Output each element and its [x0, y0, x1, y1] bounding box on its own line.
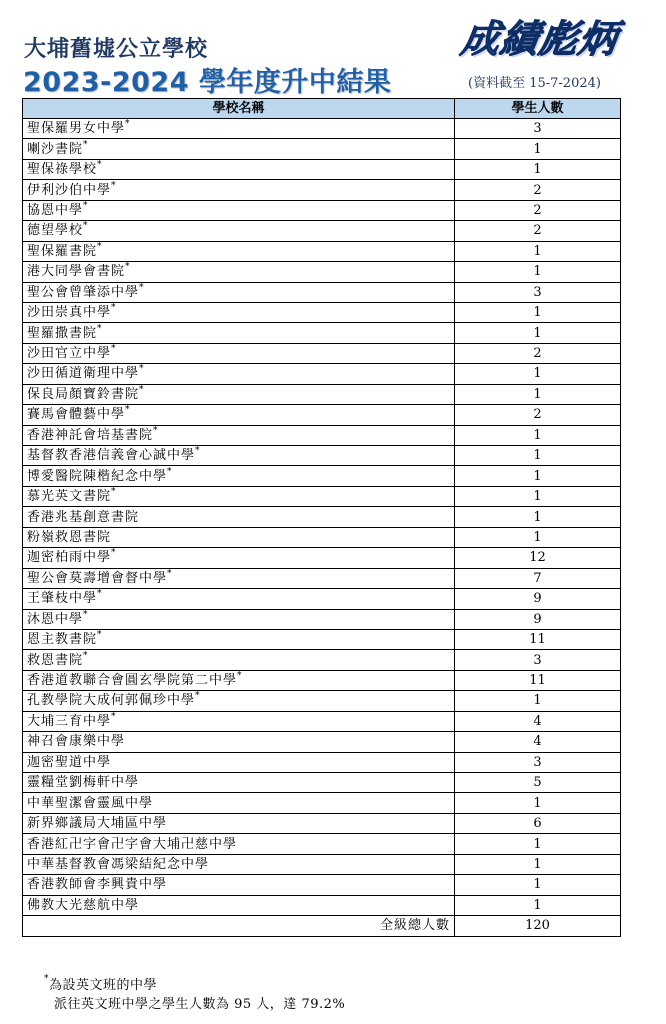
footnote	[44, 974, 346, 1012]
school-name-text: 聖保祿學校	[27, 162, 98, 178]
school-name-cell	[23, 507, 455, 527]
english-class-marker: *	[139, 384, 145, 395]
school-name-cell	[23, 241, 455, 261]
table-row	[23, 650, 621, 670]
school-name-text: 中華基督教會馮梁結紀念中學	[27, 856, 210, 872]
student-count-cell: 3	[455, 752, 621, 772]
column-header-count: 學生人數	[455, 99, 621, 119]
student-count-cell: 1	[455, 793, 621, 813]
school-name-cell	[23, 282, 455, 302]
school-name-text: 賽馬會體藝中學	[27, 407, 126, 423]
school-name-cell	[23, 732, 455, 752]
school-name-text: 伊利沙伯中學	[27, 182, 112, 198]
student-count-cell: 2	[455, 180, 621, 200]
table-row	[23, 568, 621, 588]
english-class-marker: *	[83, 650, 89, 661]
school-name-cell	[23, 629, 455, 649]
school-name-cell	[23, 813, 455, 833]
table-row	[23, 732, 621, 752]
school-name-text: 沙田崇真中學	[27, 305, 112, 321]
student-count-cell: 1	[455, 446, 621, 466]
school-name-cell	[23, 466, 455, 486]
school-name-cell	[23, 527, 455, 547]
report-title: 2023-2024 學年度升中結果	[23, 67, 392, 98]
student-count-cell: 1	[455, 895, 621, 915]
school-name-cell	[23, 343, 455, 363]
student-count-cell: 3	[455, 650, 621, 670]
student-count-cell: 5	[455, 773, 621, 793]
school-name-cell	[23, 568, 455, 588]
school-name-cell	[23, 159, 455, 179]
table-row	[23, 119, 621, 139]
student-count-cell: 3	[455, 119, 621, 139]
school-name-cell	[23, 221, 455, 241]
student-count-cell: 1	[455, 323, 621, 343]
table-row	[23, 813, 621, 833]
total-label: 全級總人數	[23, 916, 455, 936]
english-class-marker: *	[125, 405, 131, 416]
school-name-cell	[23, 609, 455, 629]
student-count-cell: 1	[455, 507, 621, 527]
table-row	[23, 200, 621, 220]
student-count-cell: 1	[455, 139, 621, 159]
english-class-marker: *	[111, 487, 117, 498]
table-row	[23, 527, 621, 547]
student-count-cell: 1	[455, 834, 621, 854]
english-class-marker: *	[111, 711, 117, 722]
table-row	[23, 364, 621, 384]
table-row	[23, 854, 621, 874]
table-row	[23, 609, 621, 629]
english-class-marker: *	[111, 344, 117, 355]
school-name-text: 協恩中學	[27, 202, 84, 218]
table-row	[23, 405, 621, 425]
english-class-marker: *	[97, 160, 103, 171]
school-name-text: 靈糧堂劉梅軒中學	[27, 775, 140, 791]
student-count-cell: 1	[455, 262, 621, 282]
data-date: (資料截至 15-7-2024)	[468, 76, 601, 91]
school-name-text: 保良局顏寶鈴書院	[27, 386, 140, 402]
total-row	[23, 916, 621, 936]
table-row	[23, 875, 621, 895]
student-count-cell: 4	[455, 732, 621, 752]
english-class-marker: *	[167, 568, 173, 579]
table-row	[23, 425, 621, 445]
footnote-marker: *	[44, 974, 49, 984]
table-row	[23, 446, 621, 466]
table-row	[23, 793, 621, 813]
school-name-text: 聖公會曾肇添中學	[27, 284, 140, 300]
school-name-text: 恩主教書院	[27, 632, 98, 648]
school-name-cell	[23, 670, 455, 690]
school-name-text: 香港紅卍字會卍字會大埔卍慈中學	[27, 836, 238, 852]
total-value: 120	[455, 916, 621, 936]
school-name-text: 沐恩中學	[27, 611, 84, 627]
school-name-cell	[23, 323, 455, 343]
school-name-cell	[23, 650, 455, 670]
table-row	[23, 507, 621, 527]
school-name: 大埔舊墟公立學校	[24, 37, 209, 62]
student-count-cell: 1	[455, 384, 621, 404]
school-name-text: 德望學校	[27, 223, 84, 239]
english-class-marker: *	[83, 609, 89, 620]
english-class-marker: *	[97, 630, 103, 641]
school-name-cell	[23, 384, 455, 404]
student-count-cell: 1	[455, 466, 621, 486]
student-count-cell: 1	[455, 302, 621, 322]
table-row	[23, 691, 621, 711]
table-row	[23, 282, 621, 302]
school-name-cell	[23, 180, 455, 200]
results-body	[23, 119, 621, 916]
student-count-cell: 3	[455, 282, 621, 302]
school-name-text: 聖羅撒書院	[27, 325, 98, 341]
english-class-marker: *	[111, 180, 117, 191]
school-name-text: 大埔三育中學	[27, 713, 112, 729]
school-name-cell	[23, 711, 455, 731]
school-name-text: 慕光英文書院	[27, 489, 112, 505]
school-name-cell	[23, 589, 455, 609]
english-class-marker: *	[195, 691, 201, 702]
school-name-text: 香港道教聯合會圓玄學院第二中學	[27, 673, 238, 689]
english-class-marker: *	[195, 446, 201, 457]
table-row	[23, 323, 621, 343]
english-class-marker: *	[83, 200, 89, 211]
school-name-text: 佛教大光慈航中學	[27, 897, 140, 913]
student-count-cell: 4	[455, 711, 621, 731]
student-count-cell: 2	[455, 200, 621, 220]
english-class-marker: *	[83, 139, 89, 150]
school-name-text: 香港神託會培基書院	[27, 427, 154, 443]
table-row	[23, 670, 621, 690]
school-name-cell	[23, 773, 455, 793]
english-class-marker: *	[237, 671, 243, 682]
english-class-marker: *	[83, 221, 89, 232]
school-name-cell	[23, 854, 455, 874]
school-name-text: 聖保羅男女中學	[27, 121, 126, 137]
student-count-cell: 12	[455, 548, 621, 568]
table-row	[23, 466, 621, 486]
table-row	[23, 241, 621, 261]
student-count-cell: 2	[455, 405, 621, 425]
table-row	[23, 262, 621, 282]
column-header-school: 學校名稱	[23, 99, 455, 119]
english-class-marker: *	[97, 241, 103, 252]
school-name-text: 新界鄉議局大埔區中學	[27, 816, 168, 832]
results-table	[22, 98, 621, 937]
school-name-text: 聖公會莫壽增會督中學	[27, 570, 168, 586]
student-count-cell: 1	[455, 364, 621, 384]
school-name-text: 王肇枝中學	[27, 591, 98, 607]
school-name-text: 博愛醫院陳楷紀念中學	[27, 468, 168, 484]
table-row	[23, 548, 621, 568]
english-class-marker: *	[125, 262, 131, 273]
english-class-marker: *	[111, 303, 117, 314]
english-class-marker: *	[139, 282, 145, 293]
student-count-cell: 7	[455, 568, 621, 588]
student-count-cell: 2	[455, 221, 621, 241]
english-class-marker: *	[139, 364, 145, 375]
student-count-cell: 1	[455, 241, 621, 261]
student-count-cell: 11	[455, 629, 621, 649]
school-name-cell	[23, 446, 455, 466]
footnote-line-2: 派往英文班中學之學生人數為 95 人，達 79.2%	[54, 997, 346, 1012]
school-name-cell	[23, 425, 455, 445]
school-name-text: 港大同學會書院	[27, 264, 126, 280]
table-row	[23, 773, 621, 793]
english-class-marker: *	[111, 548, 117, 559]
school-name-cell	[23, 139, 455, 159]
table-row	[23, 221, 621, 241]
table-row	[23, 752, 621, 772]
school-name-text: 孔教學院大成何郭佩珍中學	[27, 693, 196, 709]
school-name-text: 喇沙書院	[27, 141, 84, 157]
school-name-cell	[23, 364, 455, 384]
student-count-cell: 9	[455, 589, 621, 609]
table-row	[23, 629, 621, 649]
student-count-cell: 1	[455, 875, 621, 895]
school-name-text: 中華聖潔會靈風中學	[27, 795, 154, 811]
student-count-cell: 1	[455, 159, 621, 179]
school-name-cell	[23, 752, 455, 772]
table-row	[23, 589, 621, 609]
school-name-text: 基督教香港信義會心誠中學	[27, 448, 196, 464]
school-name-text: 粉嶺救恩書院	[27, 529, 112, 545]
school-name-cell	[23, 200, 455, 220]
school-name-cell	[23, 691, 455, 711]
school-name-text: 迦密柏雨中學	[27, 550, 112, 566]
student-count-cell: 1	[455, 425, 621, 445]
school-name-text: 聖保羅書院	[27, 243, 98, 259]
school-name-cell	[23, 793, 455, 813]
table-row	[23, 302, 621, 322]
school-name-text: 沙田官立中學	[27, 346, 112, 362]
table-row	[23, 343, 621, 363]
student-count-cell: 1	[455, 854, 621, 874]
student-count-cell: 1	[455, 691, 621, 711]
student-count-cell: 9	[455, 609, 621, 629]
table-row	[23, 895, 621, 915]
school-name-text: 香港兆基創意書院	[27, 509, 140, 525]
school-name-cell	[23, 834, 455, 854]
table-row	[23, 159, 621, 179]
school-name-text: 香港教師會李興貴中學	[27, 877, 168, 893]
school-name-text: 神召會康樂中學	[27, 734, 126, 750]
school-name-cell	[23, 548, 455, 568]
english-class-marker: *	[125, 119, 131, 130]
student-count-cell: 1	[455, 486, 621, 506]
table-row	[23, 384, 621, 404]
table-row	[23, 139, 621, 159]
english-class-marker: *	[167, 466, 173, 477]
table-row	[23, 486, 621, 506]
slogan: 成績彪炳	[458, 16, 621, 61]
school-name-text: 救恩書院	[27, 652, 84, 668]
english-class-marker: *	[97, 589, 103, 600]
table-row	[23, 834, 621, 854]
school-name-cell	[23, 262, 455, 282]
school-name-text: 迦密聖道中學	[27, 754, 112, 770]
table-row	[23, 180, 621, 200]
english-class-marker: *	[97, 323, 103, 334]
school-name-cell	[23, 486, 455, 506]
school-name-cell	[23, 302, 455, 322]
school-name-cell	[23, 405, 455, 425]
english-class-marker: *	[153, 425, 159, 436]
student-count-cell: 2	[455, 343, 621, 363]
school-name-cell	[23, 875, 455, 895]
school-name-cell	[23, 119, 455, 139]
school-name-text: 沙田循道衛理中學	[27, 366, 140, 382]
table-header-row	[23, 99, 621, 119]
student-count-cell: 6	[455, 813, 621, 833]
student-count-cell: 11	[455, 670, 621, 690]
footnote-line-1: 為設英文班的中學	[49, 978, 158, 993]
school-name-cell	[23, 895, 455, 915]
table-row	[23, 711, 621, 731]
student-count-cell: 1	[455, 527, 621, 547]
